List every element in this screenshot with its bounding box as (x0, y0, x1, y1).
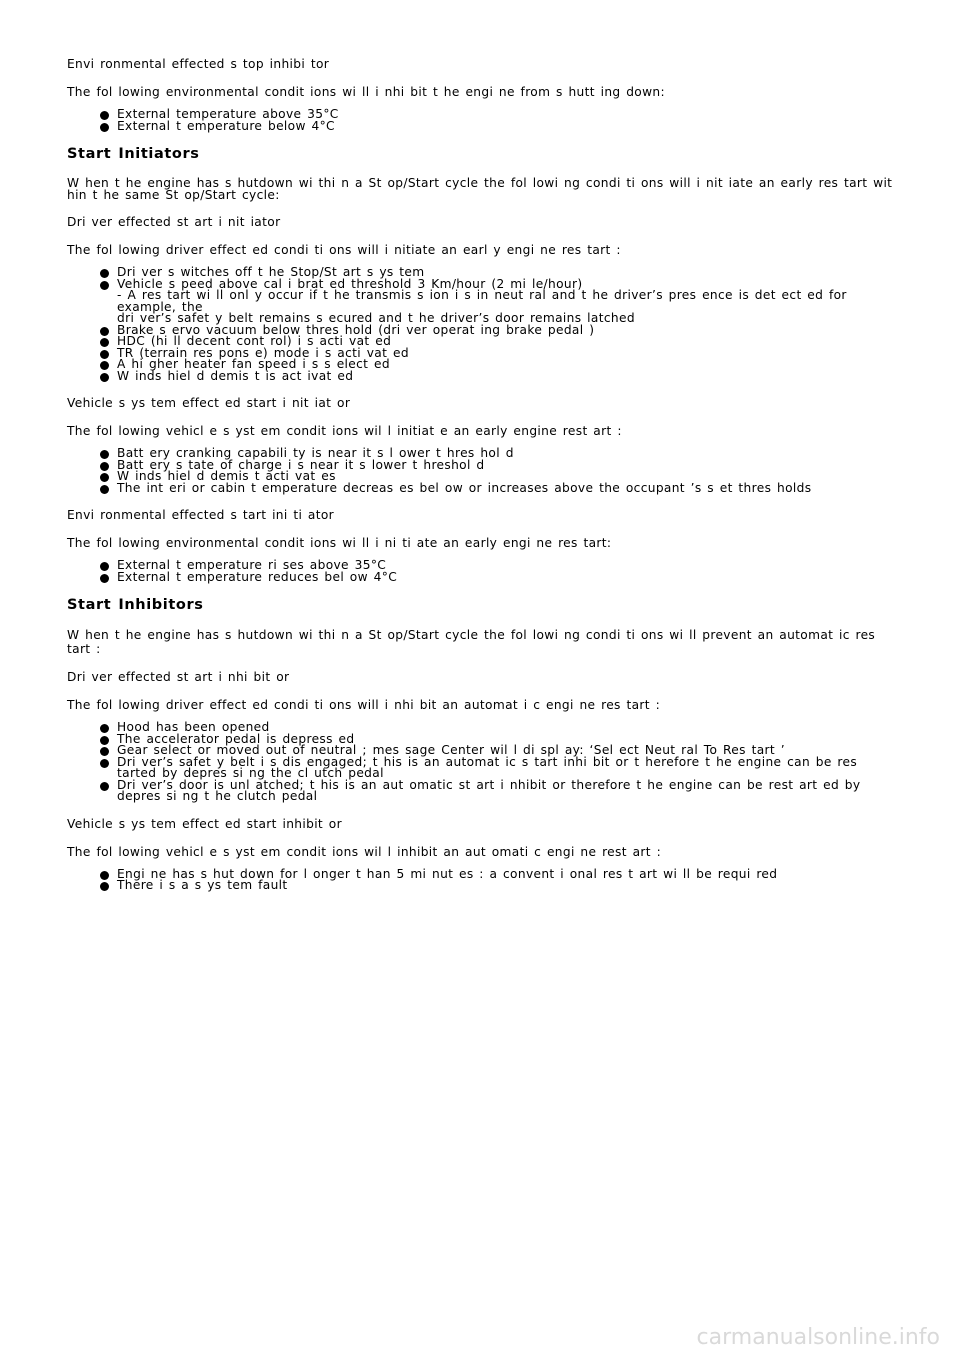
bullet-icon (100, 450, 109, 459)
bullet-icon (100, 281, 109, 290)
bullet-icon (100, 338, 109, 347)
env-stop-list (67, 109, 897, 132)
bullet-icon (100, 724, 109, 733)
list-item: Vehicle s peed above cal i brat ed threshold 3 Km/hour (2 mi le/hour) - A res tart wi ll onl y occur if t he transmis s ion i s in neut ral and t he driver’s pres ence is det ect ed for example, the dri ver’s safet y belt remains s ecured and t he driver’s door remains latched (117, 279, 897, 325)
driver-inhibitor-heading: Dri ver effected st art i nhi bit or (67, 670, 290, 684)
list-item: Dri ver’s safet y belt i s dis engaged; t his is an automat ic s tart inhi bit or t herefore t he engine can be res tarted by depres si ng the cl utch pedal (117, 757, 897, 780)
bullet-icon (100, 759, 109, 768)
list-item: W inds hiel d demis t acti vat es (117, 471, 897, 483)
bullet-icon (100, 882, 109, 891)
list-item: Brake s ervo vacuum below thres hold (dri ver operat ing brake pedal ) (117, 325, 897, 337)
list-item: A hi gher heater fan speed i s s elect ed (117, 359, 897, 371)
env-initiator-list (67, 560, 897, 583)
list-item: Hood has been opened (117, 722, 897, 734)
start-inhibitors-title: Start Inhibitors (67, 597, 204, 613)
bullet-icon (100, 350, 109, 359)
start-initiators-title: Start Initiators (67, 146, 200, 162)
list-item: HDC (hi ll decent cont rol) i s acti vat ed (117, 336, 897, 348)
vehicle-initiator-list (67, 448, 897, 494)
driver-inhibitor-intro: The fol lowing driver effect ed condi ti ons will i nhi bit an automat i c engi ne res tart : (67, 698, 661, 712)
list-item: External temperature above 35°C (117, 109, 897, 121)
vehicle-initiator-intro: The fol lowing vehicl e s yst em condit ions wil l initiat e an early engine rest art : (67, 424, 622, 438)
bullet-icon (100, 111, 109, 120)
list-item: Batt ery s tate of charge i s near it s lower t hreshol d (117, 460, 897, 472)
bullet-icon (100, 269, 109, 278)
list-item: There i s a s ys tem fault (117, 880, 897, 892)
vehicle-inhibitor-heading: Vehicle s ys tem effect ed start inhibit or (67, 816, 342, 831)
env-stop-heading: Envi ronmental effected s top inhibi tor (67, 57, 330, 71)
vehicle-inhibitor-list (67, 866, 897, 892)
watermark-text: carmanualsonline.info (696, 1325, 940, 1350)
list-item: The int eri or cabin t emperature decreas es bel ow or increases above the occupant ’s s et thres holds (117, 483, 897, 495)
vehicle-inhibitor-intro: The fol lowing vehicl e s yst em condit ions wil l inhibit an aut omati c engi ne rest art : (67, 844, 662, 859)
bullet-icon (100, 782, 109, 791)
list-item-note-line1: - A res tart wi ll onl y occur if t he transmis s ion i s in neut ral and t he driver’s pres ence is det ect ed for example, the (117, 288, 847, 314)
bullet-icon (100, 462, 109, 471)
bullet-icon (100, 562, 109, 571)
bullet-icon (100, 327, 109, 336)
bullet-icon (100, 736, 109, 745)
env-initiator-intro: The fol lowing environmental condit ions wi ll i ni ti ate an early engi ne res tart: (67, 536, 612, 550)
bullet-icon (100, 473, 109, 482)
driver-initiator-heading: Dri ver effected st art i nit iator (67, 215, 281, 229)
list-item: The accelerator pedal is depress ed (117, 734, 897, 746)
list-item: Dri ver s witches off t he Stop/St art s ys tem (117, 267, 897, 279)
list-item: External t emperature reduces bel ow 4°C (117, 572, 897, 584)
driver-inhibitor-list (67, 722, 897, 803)
list-item: External t emperature below 4°C (117, 121, 897, 133)
list-item: Batt ery cranking capabili ty is near it s l ower t hres hol d (117, 448, 897, 460)
list-item: W inds hiel d demis t is act ivat ed (117, 371, 897, 383)
vehicle-initiator-heading: Vehicle s ys tem effect ed start i nit iat or (67, 396, 351, 410)
bullet-icon (100, 574, 109, 583)
bullet-icon (100, 485, 109, 494)
document-page (67, 57, 897, 906)
start-initiators-intro: W hen t he engine has s hutdown wi thi n a St op/Start cycle the fol lowi ng condi ti ons will i nit iate an early res tart wit hin t he same St op/Start cycle: (67, 176, 893, 202)
bullet-icon (100, 361, 109, 370)
list-item-note-line2: dri ver’s safet y belt remains s ecured and t he driver’s door remains latched (117, 311, 635, 325)
driver-initiator-intro: The fol lowing driver effect ed condi ti ons will i nitiate an earl y engi ne res tart : (67, 243, 621, 257)
list-item: Dri ver’s door is unl atched; t his is an aut omatic st art i nhibit or therefore t he engine can be rest art ed by depres si ng t he clutch pedal (117, 780, 897, 803)
env-stop-intro: The fol lowing environmental condit ions wi ll i nhi bit t he engi ne from s hutt ing down: (67, 85, 665, 99)
start-inhibitors-intro: W hen t he engine has s hutdown wi thi n a St op/Start cycle the fol lowi ng condi ti ons wi ll prevent an automat ic res tart : (67, 628, 876, 656)
bullet-icon (100, 871, 109, 880)
env-initiator-heading: Envi ronmental effected s tart ini ti ator (67, 508, 335, 522)
list-item: External t emperature ri ses above 35°C (117, 560, 897, 572)
list-item: Engi ne has s hut down for l onger t han 5 mi nut es : a convent i onal res t art wi ll be requi red (117, 869, 897, 881)
list-item: TR (terrain res pons e) mode i s acti vat ed (117, 348, 897, 360)
list-item: Gear select or moved out of neutral ; mes sage Center wil l di spl ay: ‘Sel ect Neut ral To Res tart ’ (117, 745, 897, 757)
driver-initiator-list (67, 267, 897, 382)
bullet-icon (100, 373, 109, 382)
bullet-icon (100, 747, 109, 756)
bullet-icon (100, 123, 109, 132)
